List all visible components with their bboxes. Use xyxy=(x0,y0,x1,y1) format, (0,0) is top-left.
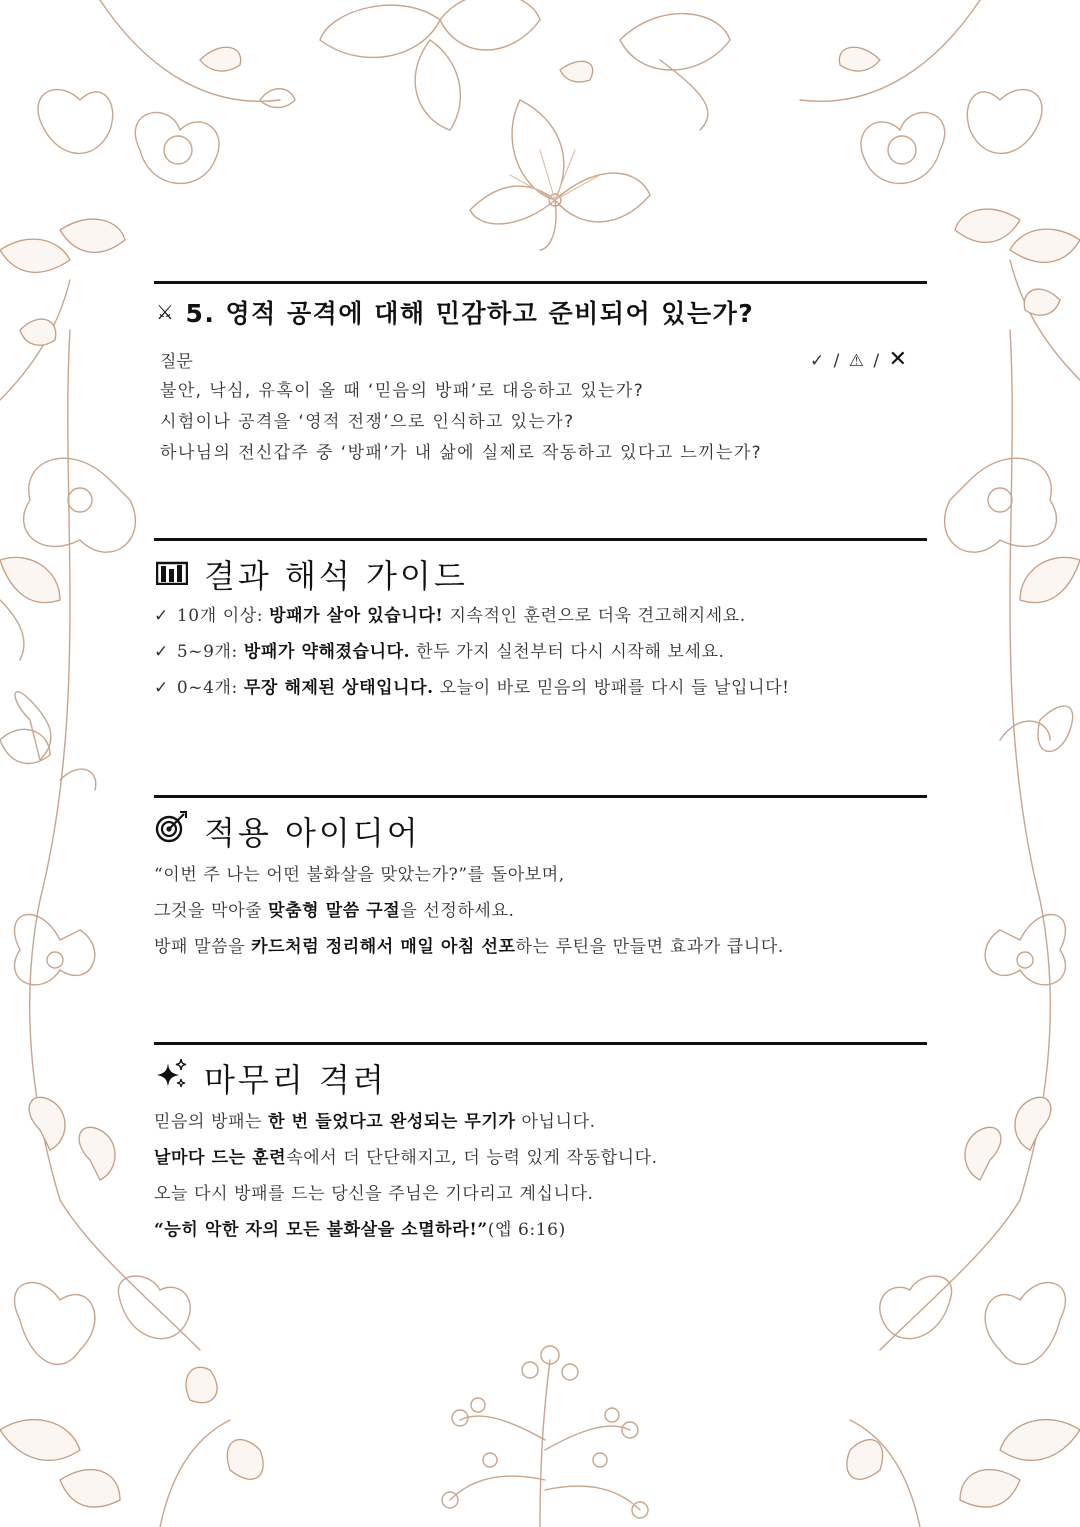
mark-separator: / xyxy=(833,351,842,371)
closing-line xyxy=(154,1146,927,1171)
closing-line: 오늘 다시 방패를 드는 당신을 주님은 기다리고 계십니다. xyxy=(154,1184,594,1204)
crossed-swords-icon: ⚔ xyxy=(156,300,176,324)
text-emphasis: 카드처럼 정리해서 매일 아침 선포 xyxy=(251,937,516,957)
question-line: 불안, 낙심, 유혹이 올 때 ‘믿음의 방패’로 대응하고 있는가? xyxy=(160,381,645,401)
text-part: 하는 루틴을 만들면 효과가 큽니다. xyxy=(515,937,784,957)
check-mark-icon: ✓ xyxy=(154,606,169,626)
guide-advice: 한두 가지 실천부터 다시 시작해 보세요. xyxy=(416,642,725,662)
section-divider xyxy=(154,1042,927,1045)
guide-item xyxy=(154,639,927,665)
text-part: 믿음의 방패는 xyxy=(154,1112,269,1132)
result-guide-section xyxy=(154,538,927,701)
section-divider xyxy=(154,281,927,284)
text-emphasis: 날마다 드는 훈련 xyxy=(154,1148,287,1168)
question-line: 시험이나 공격을 ‘영적 전쟁’으로 인식하고 있는가? xyxy=(160,412,575,432)
verse-quote: “능히 악한 자의 모든 불화살을 소멸하라!” xyxy=(154,1220,488,1240)
text-emphasis: 맞춤형 말씀 구절 xyxy=(268,901,401,921)
check-mark-icon: ✓ xyxy=(154,678,169,698)
target-dart-icon xyxy=(154,810,190,852)
bottom-flower-cluster xyxy=(442,1346,648,1527)
guide-range: 5~9개: xyxy=(176,642,238,662)
guide-verdict: 방패가 살아 있습니다! xyxy=(269,606,444,626)
guide-item xyxy=(154,603,927,629)
guide-verdict: 방패가 약해졌습니다. xyxy=(243,642,411,662)
check-mark-icon: ✓ xyxy=(154,642,169,662)
verse-reference: (엡 6:16) xyxy=(487,1220,566,1240)
question-5-section xyxy=(154,281,927,465)
application-line xyxy=(154,899,927,924)
closing-heading xyxy=(154,1055,927,1101)
question-label: 질문 xyxy=(160,352,193,372)
question-line: 하나님의 전신갑주 중 ‘방패’가 내 삶에 실제로 작동하고 있다고 느끼는가? xyxy=(160,443,763,463)
check-mark-icon: ✓ xyxy=(809,351,827,371)
result-guide-title: 결과 해석 가이드 xyxy=(204,557,468,595)
closing-line xyxy=(154,1110,927,1135)
guide-range: 10개 이상: xyxy=(176,606,264,626)
text-emphasis: 한 번 들었다고 완성되는 무기가 xyxy=(268,1112,516,1132)
application-line xyxy=(154,935,927,960)
guide-range: 0~4개: xyxy=(176,678,238,698)
application-line: “이번 주 나는 어떤 불화살을 맞았는가?”를 돌아보며, xyxy=(154,865,565,885)
closing-title: 마무리 격려 xyxy=(204,1061,387,1099)
section-divider xyxy=(154,538,927,541)
chart-bars-icon xyxy=(154,555,190,593)
cross-icon: ✕ xyxy=(888,347,909,372)
mark-separator: / xyxy=(873,351,882,371)
application-title: 적용 아이디어 xyxy=(204,814,421,852)
question-5-title-text: 5. 영적 공격에 대해 민감하고 준비되어 있는가? xyxy=(185,299,755,328)
question-5-title xyxy=(156,294,927,330)
text-part: 속에서 더 단단해지고, 더 능력 있게 작동합니다. xyxy=(286,1148,658,1168)
application-heading xyxy=(154,808,927,854)
guide-advice: 오늘이 바로 믿음의 방패를 다시 들 날입니다! xyxy=(439,678,790,698)
text-part: 을 선정하세요. xyxy=(400,901,515,921)
closing-section xyxy=(154,1042,927,1243)
warning-icon: ⚠ xyxy=(848,351,867,371)
guide-advice: 지속적인 훈련으로 더욱 견고해지세요. xyxy=(449,606,746,626)
question-header-row xyxy=(160,347,927,372)
text-part: 아닙니다. xyxy=(515,1112,596,1132)
guide-item xyxy=(154,675,927,701)
top-flower-cluster xyxy=(320,0,730,250)
application-ideas-section xyxy=(154,795,927,960)
text-part: 방패 말씀을 xyxy=(154,937,252,957)
text-part: 그것을 막아줄 xyxy=(154,901,269,921)
answer-marks xyxy=(810,347,909,372)
sparkles-icon xyxy=(154,1057,190,1099)
guide-verdict: 무장 해제된 상태입니다. xyxy=(243,678,434,698)
closing-verse xyxy=(154,1218,927,1243)
section-divider xyxy=(154,795,927,798)
result-guide-heading xyxy=(154,551,927,597)
